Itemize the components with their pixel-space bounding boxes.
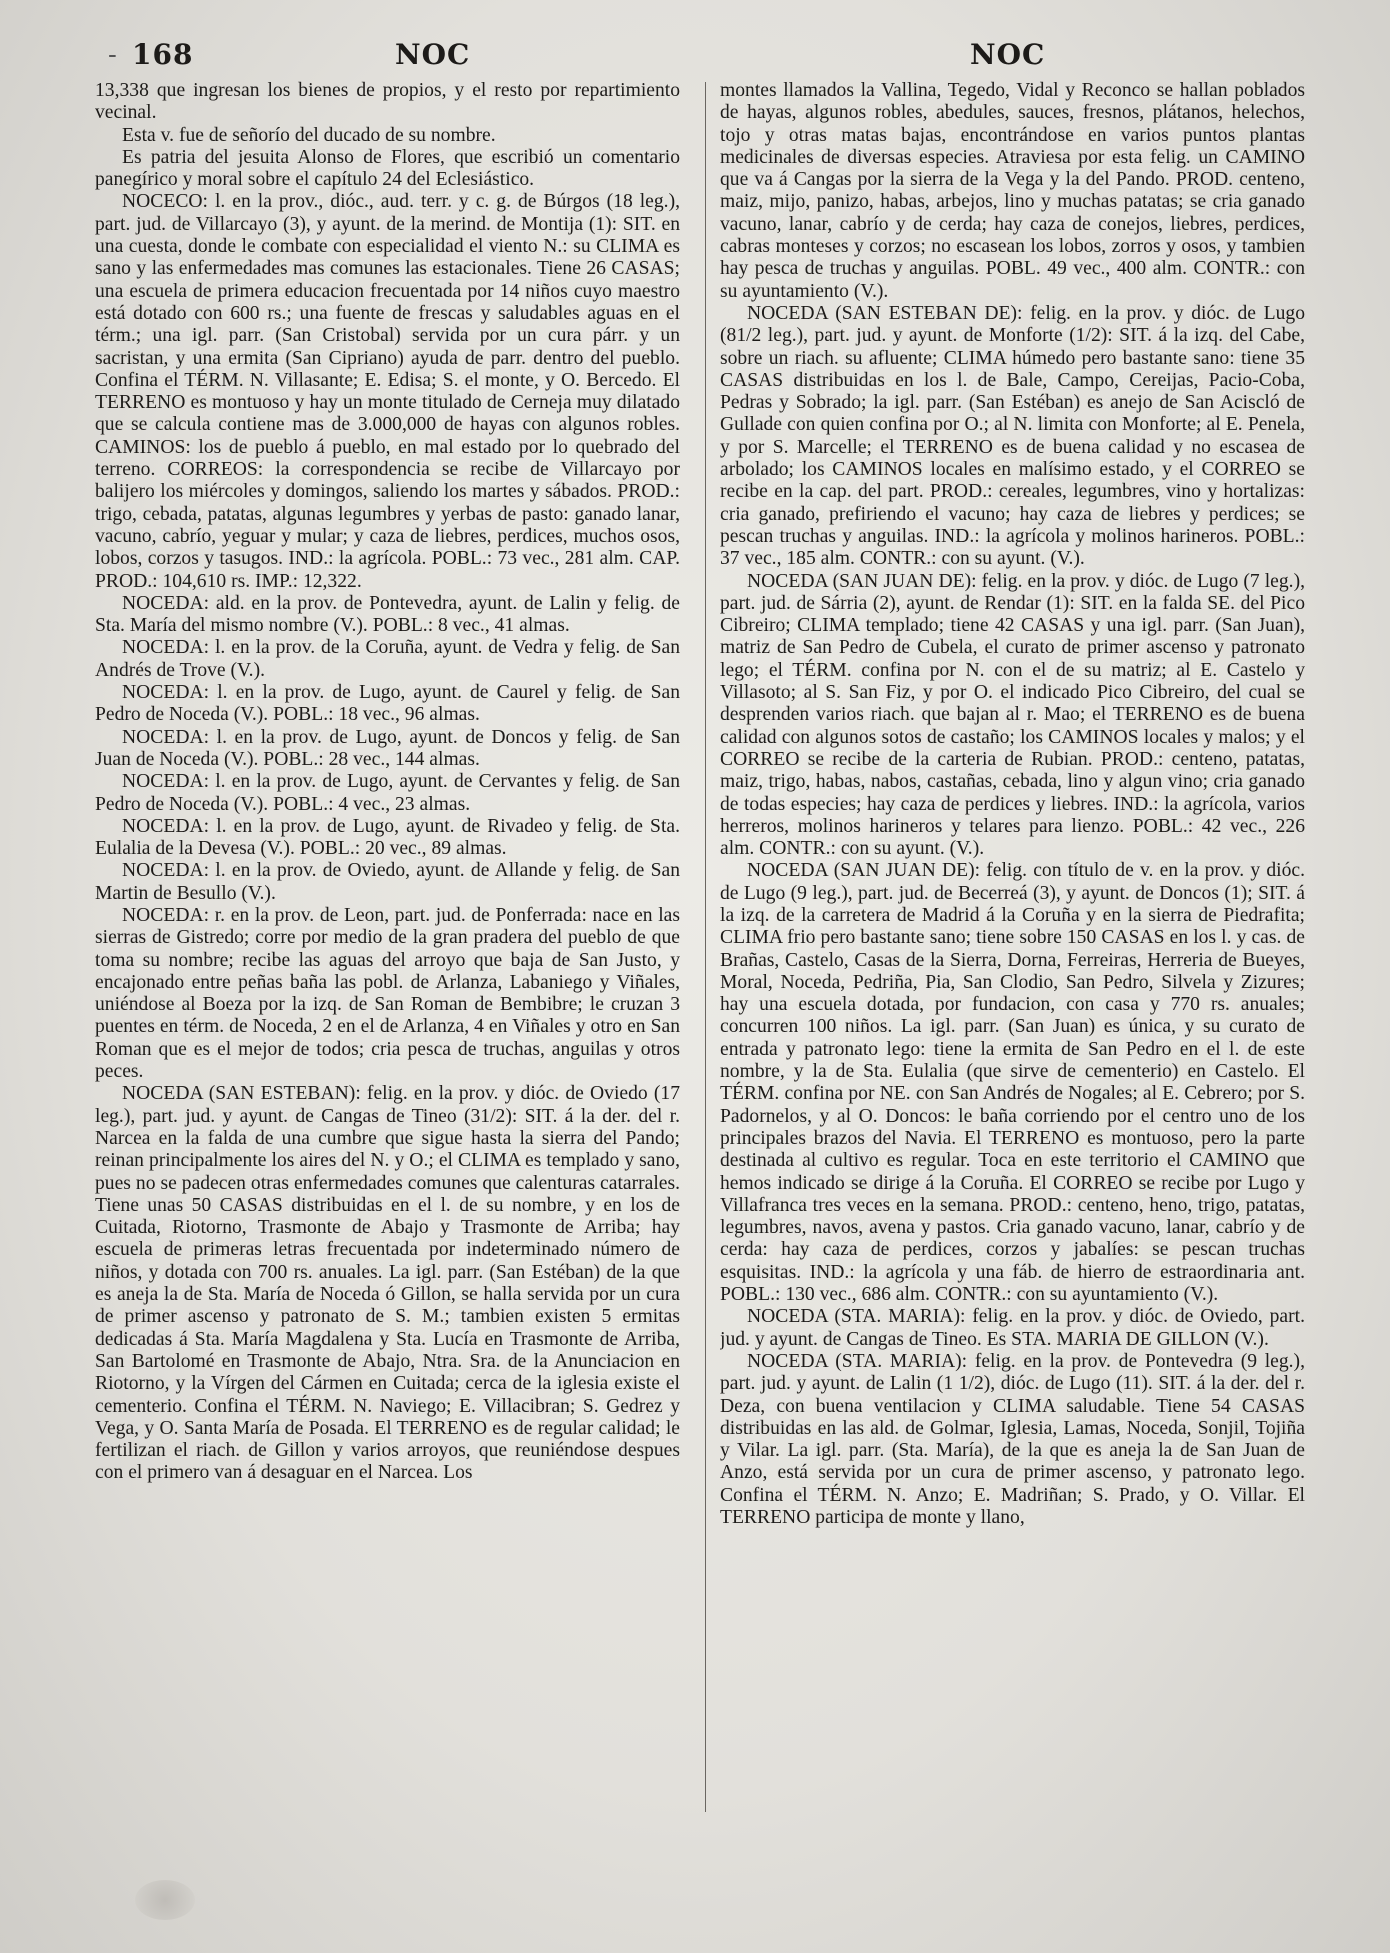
entry-noceda: NOCEDA: l. en la prov. de Lugo, ayunt. de Rivadeo y felig. de Sta. Eulalia de la Devesa (V.). POBL.: 20 vec., 89 almas. [95, 815, 680, 860]
entry-noceda-sta-maria: NOCEDA (STA. MARIA): felig. en la prov. y dióc. de Oviedo, part. jud. y ayunt. de Cangas de Tineo. Es STA. MARIA DE GILLON (V.). [720, 1306, 1305, 1350]
entry-noceda-river: NOCEDA: r. en la prov. de Leon, part. jud. de Ponferrada: nace en las sierras de Gistredo; corre por medio de la gran pradera del pueblo de que toma su nombre; recibe las aguas del arroyo que baja de San Justo, y encajonado entre peñas baña las pobl. de Arlanza, Labaniego y Viñales, uniéndose al Boeza por la izq. de San Roman de Bembibre; le cruzan 3 puentes en térm. de Noceda, 2 en el de Arlanza, 4 en Viñales y otro en San Roman que es el mejor de todos; cria pesca de truchas, anguilas y otros peces. [95, 904, 680, 1083]
running-head-left: NOC [395, 38, 471, 71]
left-column [95, 80, 680, 1820]
page-number: 168 [132, 38, 194, 71]
entry-noceda: NOCEDA: l. en la prov. de Lugo, ayunt. de Caurel y felig. de San Pedro de Noceda (V.). POBL.: 18 vec., 96 almas. [95, 682, 680, 726]
entry-noceda: NOCEDA: ald. en la prov. de Pontevedra, ayunt. de Lalin y felig. de Sta. María del mismo nombre (V.). POBL.: 8 vec., 41 almas. [95, 592, 680, 637]
entry-noceda: NOCEDA: l. en la prov. de Lugo, ayunt. de Doncos y felig. de San Juan de Noceda (V.). POBL.: 28 vec., 144 almas. [95, 726, 680, 770]
paragraph: Esta v. fue de señorío del ducado de su nombre. [122, 124, 496, 146]
right-column [720, 80, 1305, 1820]
entry-noceda-san-juan-de: NOCEDA (SAN JUAN DE): felig. en la prov. y dióc. de Lugo (7 leg.), part. jud. de Sárria (2), ayunt. de Rendar (1): SIT. en la falda SE. del Pico Cibreiro; CLIMA templado; tiene 42 CASAS y una igl. parr. (San Juan), matriz de San Pedro de Cubela, el curato de primer ascenso y patronato lego; el TÉRM. confina por N. con el de su matriz; al E. Castelo y Villasoto; al S. San Fiz, y por O. el indicado Pico Cibreiro, del cual se desprenden varios riach. que bajan al r. Mao; el TERRENO es de buena calidad con algunos sotos de castaño; los CAMINOS locales y malos; y el CORREO se recibe de la carteria de Rubian. PROD.: centeno, patatas, maiz, trigo, habas, nabos, castañas, cebada, lino y algun vino; cria ganado de todas especies; hay caza de perdices y liebres. IND.: la agrícola, varios herreros, molinos harineros y telares para lienzo. POBL.: 42 vec., 226 alm. CONTR.: con su ayunt. (V.). [720, 570, 1305, 860]
entry-noceda: NOCEDA: l. en la prov. de Lugo, ayunt. de Cervantes y felig. de San Pedro de Noceda (V.). POBL.: 4 vec., 23 almas. [95, 771, 680, 815]
entry-noceda: NOCEDA: l. en la prov. de la Coruña, ayunt. de Vedra y felig. de San Andrés de Trove (V.). [95, 637, 680, 681]
entry-noceda: NOCEDA: l. en la prov. de Oviedo, ayunt. de Allande y felig. de San Martin de Besullo (V.). [95, 860, 680, 904]
paper-stain [135, 1880, 195, 1920]
running-head-right: NOC [970, 38, 1046, 71]
entry-noceco: NOCECO: l. en la prov., dióc., aud. terr. y c. g. de Búrgos (18 leg.), part. jud. de Villarcayo (3), y ayunt. de la merind. de Montija (1): SIT. en una cuesta, donde le combate con especialidad el viento N.: su CLIMA es sano y las enfermedades mas comunes las estacionales. Tiene 26 CASAS; una escuela de primera educacion frecuentada por 14 niños cuyo maestro está dotado con 600 rs.; una fuente de frescas y saludables aguas en el térm.; una igl. parr. (San Cristobal) servida por un cura párr. y un sacristan, y una ermita (San Cipriano) ayuda de parr. dentro del pueblo. Confina el TÉRM. N. Villasante; E. Edisa; S. el monte, y O. Bercedo. El TERRENO es montuoso y hay un monte titulado de Cerneja muy dilatado que se calcula contiene mas de 3.000,000 de hayas con algunos robles. CAMINOS: los de pueblo á pueblo, en mal estado por lo quebrado del terreno. CORREOS: la correspondencia se recibe de Villarcayo por balijero los miércoles y domingos, saliendo los martes y sábados. PROD.: trigo, cebada, patatas, algunas legumbres y yerbas de pasto: ganado lanar, vacuno, cabrío, yeguar y mular; y caza de liebres, perdices, muchos osos, lobos, corzos y tasugos. IND.: la agrícola. POBL.: 73 vec., 281 alm. CAP. PROD.: 104,610 rs. IMP.: 12,322. [95, 191, 680, 592]
entry-noceda-sta-maria: NOCEDA (STA. MARIA): felig. en la prov. de Pontevedra (9 leg.), part. jud. y ayunt. de Lalin (1 1/2), dióc. de Lugo (11). SIT. á la der. del r. Deza, con buena ventilacion y CLIMA saludable. Tiene 54 CASAS distribuidas en las ald. de Golmar, Iglesia, Lamas, Noceda, Sonjil, Tojiña y Vilar. La igl. parr. (Sta. María), de la que es aneja la de San Juan de Anzo, está servida por un cura de primer ascenso, y patronato lego. Confina el TÉRM. N. Anzo; E. Madriñan; S. Prado, y O. Villar. El TERRENO participa de monte y llano, [720, 1350, 1305, 1528]
margin-dash: - [108, 40, 117, 70]
entry-noceda-san-esteban-de: NOCEDA (SAN ESTEBAN DE): felig. en la prov. y dióc. de Lugo (81/2 leg.), part. jud. y ayunt. de Monforte (1/2): SIT. á la izq. del Cabe, sobre un riach. su afluente; CLIMA húmedo pero bastante sano: tiene 35 CASAS distribuidas en los l. de Bale, Campo, Cereijas, Pacio-Coba, Pedras y Sobrado; la igl. parr. (San Estéban) es anejo de San Aciscló de Gullade con quien confina por O.; al N. limita con Monforte; al E. Penela, y por S. Marcelle; el TERRENO es de buena calidad y no escasea de arbolado; los CAMINOS locales en malísimo estado, y el CORREO se recibe en la cap. del part. PROD.: cereales, legumbres, vino y hortalizas: cria ganado, prefiriendo el vacuno; hay caza de liebres y perdices; se pescan truchas y anguilas. IND.: la agrícola y molinos harineros. POBL.: 37 vec., 185 alm. CONTR.: con su ayunt. (V.). [720, 302, 1305, 570]
entry-noceda-san-esteban: NOCEDA (SAN ESTEBAN): felig. en la prov. y dióc. de Oviedo (17 leg.), part. jud. y ayunt. de Cangas de Tineo (31/2): SIT. á la der. del r. Narcea en la falda de una cumbre que sigue hasta la sierra del Pando; reinan principalmente los aires del N. y O.; el CLIMA es templado y sano, pues no se padecen otras enfermedades comunes que calenturas catarrales. Tiene unas 50 CASAS distribuidas en el l. de su nombre, y en los de Cuitada, Riotorno, Trasmonte de Abajo y Trasmonte de Arriba; hay escuela de primeras letras frecuentada por indeterminado número de niños, y dotada con 700 rs. anuales. La igl. parr. (San Estéban) de la que es aneja la de Sta. María de Noceda ó Gillon, se halla servida por un cura de primer ascenso y patronato de S. M.; tambien existen 5 ermitas dedicadas á Sta. María Magdalena y Sta. Lucía en Trasmonte de Arriba, San Bartolomé en Trasmonte de Abajo, Ntra. Sra. de la Anunciacion en Riotorno, y la Vírgen del Cármen en Cuitada; cerca de la iglesia existe el cementerio. Confina el TÉRM. N. Naviego; E. Villacibran; S. Gedrez y Vega, y O. Santa María de Posada. El TERRENO es de regular calidad; le fertilizan el riach. de Gillon y varios arroyos, que reuniéndose despues con el primero van á desaguar en el Narcea. Los [95, 1083, 680, 1484]
paragraph: montes llamados la Vallina, Tegedo, Vidal y Reconco se hallan poblados de hayas, algunos robles, abedules, sauces, fresnos, plátanos, helechos, tojo y otras matas bajas, encontrándose en varios puntos plantas medicinales de diversas especies. Atraviesa por esta felig. un CAMINO que va á Cangas por la sierra de la Vega y la del Pando. PROD. centeno, maiz, mijo, panizo, habas, arbejos, lino y muchas patatas; se cria ganado vacuno, lanar, cabrío y de cerda; hay caza de conejos, liebres, perdices, cabras monteses y corzos; no escasean los lobos, zorros y osos, y tambien hay pesca de truchas y anguilas. POBL. 49 vec., 400 alm. CONTR.: con su ayuntamiento (V.). [720, 80, 1305, 302]
paragraph: 13,338 que ingresan los bienes de propios, y el resto por repartimiento vecinal. [95, 80, 680, 124]
paragraph: Es patria del jesuita Alonso de Flores, que escribió un comentario panegírico y moral sobre el capítulo 24 del Eclesiástico. [95, 146, 680, 191]
column-divider [705, 82, 706, 1812]
entry-noceda-san-juan-de: NOCEDA (SAN JUAN DE): felig. con título de v. en la prov. y dióc. de Lugo (9 leg.), part. jud. de Becerreá (3), y ayunt. de Doncos (1); SIT. á la izq. de la carretera de Madrid á la Coruña y en la sierra de Piedrafita; CLIMA frio pero bastante sano; tiene sobre 150 CASAS en los l. y cas. de Brañas, Castelo, Casas de la Sierra, Dorna, Ferreiras, Herreria de Bueyes, Moral, Noceda, Pedriña, Pia, San Clodio, San Pedro, Silvela y Zizures; hay una escuela dotada, por fundacion, con casa y 770 rs. anuales; concurren 100 niños. La igl. parr. (San Juan) es única, y su curato de entrada y patronato lego: tiene la ermita de San Pedro en el l. de este nombre, y la de Sta. Eulalia (que sirve de cementerio) en Castelo. El TÉRM. confina por NE. con San Andrés de Nogales; al E. Cebrero; por S. Padornelos, y al O. Doncos: le baña corriendo por el centro uno de los principales brazos del Navia. El TERRENO es montuoso, pero la parte destinada al cultivo es regular. Toca en este territorio el CAMINO que hemos indicado se dirige á la Coruña. El CORREO se recibe por Lugo y Villafranca tres veces en la semana. PROD.: centeno, heno, trigo, patatas, legumbres, navos, avena y pastos. Cria ganado vacuno, lanar, cabrío y de cerda: hay caza de perdices, corzos y jabalíes: se pescan truchas esquisitas. IND.: la agrícola y una fáb. de hierro de estraordinaria ant. POBL.: 130 vec., 686 alm. CONTR.: con su ayuntamiento (V.). [720, 860, 1305, 1306]
